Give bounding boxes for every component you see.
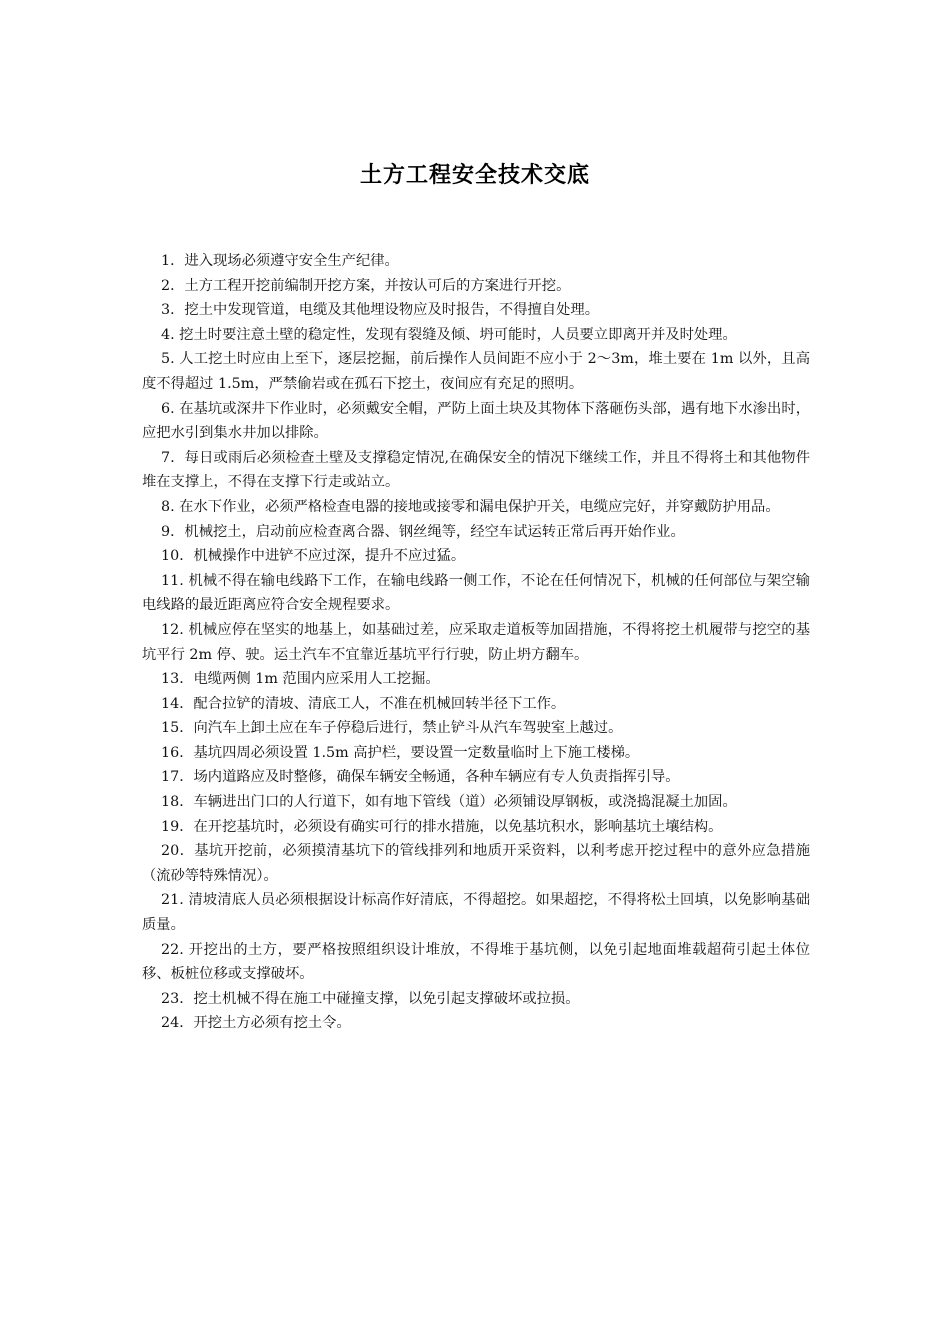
list-item: 23．挖土机械不得在施工中碰撞支撑，以免引起支撑破坏或拉损。: [161, 990, 580, 1007]
list-item: 4. 挖土时要注意土壁的稳定性，发现有裂缝及倾、坍可能时，人员要立即离开并及时处理。: [161, 326, 737, 343]
list-item: 22. 开挖出的土方，要严格按照组织设计堆放，不得堆于基坑侧，以免引起地面堆载超荷引起土体位移、板桩位移或支撑破坏。: [142, 941, 810, 983]
list-item: 5. 人工挖土时应由上至下，逐层挖掘，前后操作人员间距不应小于 2～3m，堆土要在 1m 以外，且高度不得超过 1.5m，严禁偷岩或在孤石下挖土，夜间应有充足的照明。: [142, 351, 810, 392]
list-item: 19．在开挖基坑时，必须设有确实可行的排水措施，以免基坑积水，影响基坑土壤结构。: [161, 818, 723, 835]
list-item: 14．配合拉铲的清坡、清底工人，不准在机械回转半径下工作。: [161, 695, 566, 712]
list-item: 6. 在基坑或深井下作业时，必须戴安全帽，严防上面土块及其物体下落砸伤头部，遇有地下水渗出时，应把水引到集水井加以排除。: [142, 400, 810, 442]
list-item: 15．向汽车上卸土应在车子停稳后进行，禁止铲斗从汽车驾驶室上越过。: [161, 720, 623, 737]
safety-rules-list: [142, 249, 810, 1036]
list-item: 18．车辆进出门口的人行道下，如有地下管线（道）必须铺设厚钢板，或浇捣混凝土加固。: [161, 794, 737, 811]
list-item: 20．基坑开挖前，必须摸清基坑下的管线排列和地质开采资料，以利考虑开挖过程中的意外应急措施（流砂等特殊情况）。: [142, 843, 810, 884]
list-item: 12. 机械应停在坚实的地基上，如基础过差，应采取走道板等加固措施，不得将挖土机履带与挖空的基坑平行 2m 停、驶。运土汽车不宜靠近基坑平行行驶，防止坍方翻车。: [142, 621, 810, 663]
list-item: 9．机械挖土，启动前应检查离合器、钢丝绳等，经空车试运转正常后再开始作业。: [161, 523, 685, 540]
list-item: 21. 清坡清底人员必须根据设计标高作好清底，不得超挖。如果超挖，不得将松土回填，以免影响基础质量。: [142, 892, 810, 934]
list-item: 8. 在水下作业，必须严格检查电器的接地或接零和漏电保护开关，电缆应完好，并穿戴防护用品。: [161, 498, 780, 515]
list-item: 10．机械操作中进铲不应过深，提升不应过猛。: [161, 548, 466, 565]
list-item: 16．基坑四周必须设置 1.5m 高护栏，要设置一定数量临时上下施工楼梯。: [161, 744, 640, 761]
list-item: 2．土方工程开挖前编制开挖方案，并按认可后的方案进行开挖。: [161, 277, 571, 294]
list-item: 7．每日或雨后必须检查土壁及支撑稳定情况,在确保安全的情况下继续工作，并且不得将土和其他物件堆在支撑上，不得在支撑下行走或站立。: [142, 449, 810, 491]
list-item: 13．电缆两侧 1m 范围内应采用人工挖掘。: [161, 671, 440, 688]
list-item: 24．开挖土方必须有挖土令。: [161, 1015, 351, 1032]
list-item: 1．进入现场必须遵守安全生产纪律。: [161, 253, 399, 269]
list-item: 11. 机械不得在输电线路下工作，在输电线路一侧工作，不论在任何情况下，机械的任何部位与架空输电线路的最近距离应符合安全规程要求。: [142, 572, 810, 614]
list-item: 17．场内道路应及时整修，确保车辆安全畅通，各种车辆应有专人负责指挥引导。: [161, 769, 680, 786]
list-item: 3．挖土中发现管道，电缆及其他埋设物应及时报告，不得擅自处理。: [161, 302, 599, 319]
document-title: 土方工程安全技术交底: [359, 163, 590, 188]
